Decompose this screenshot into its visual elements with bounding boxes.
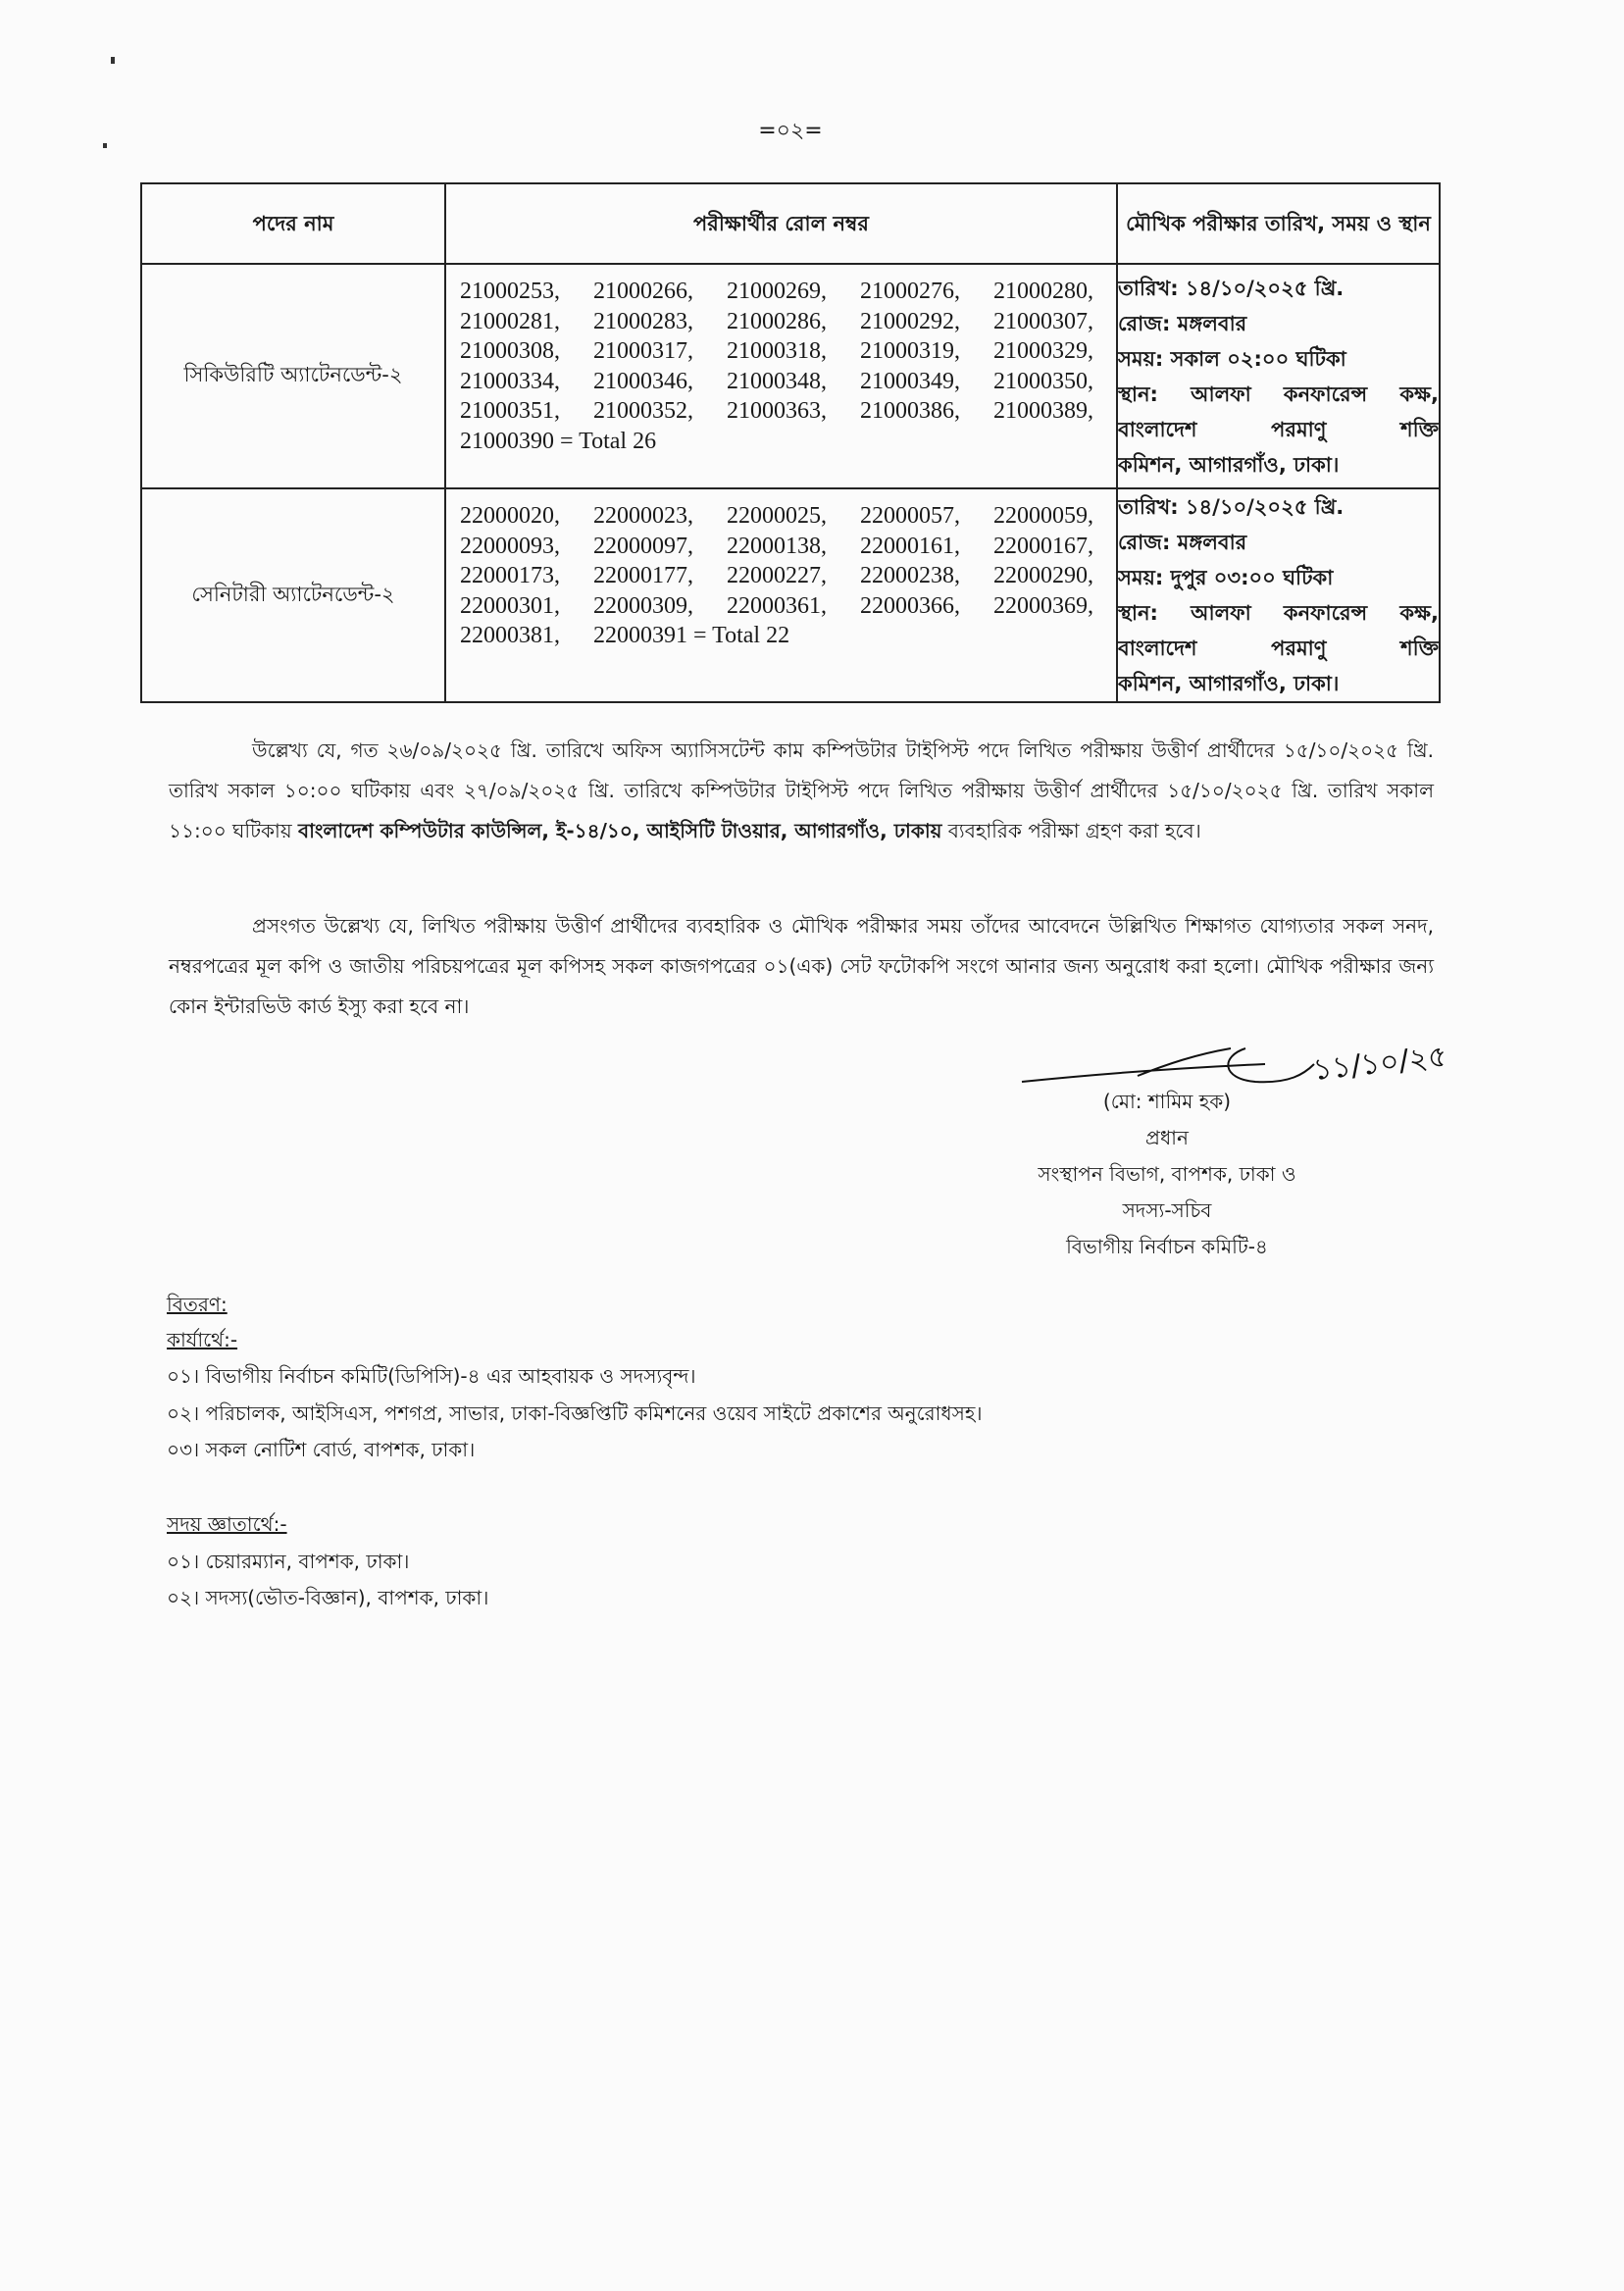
roll-number: 22000173,: [460, 563, 560, 588]
schedule-venue: বাংলাদেশ পরমাণু শক্তি: [1118, 636, 1439, 660]
roll-number: 22000025,: [727, 503, 827, 529]
roll-number: 21000292,: [860, 308, 960, 334]
roll-number: 22000381,: [460, 623, 560, 648]
roll-grid: [460, 501, 1106, 651]
schedule-venue: স্থান: আলফা কনফারেন্স কক্ষ,: [1118, 382, 1439, 406]
roll-number: 22000023,: [593, 503, 693, 529]
header-roll-numbers: পরীক্ষার্থীর রোল নম্বর: [445, 183, 1117, 264]
roll-number: 21000363,: [727, 398, 827, 424]
roll-number: 21000266,: [593, 279, 693, 304]
distribution-action-item: ০২। পরিচালক, আইসিএস, পশগপ্র, সাভার, ঢাকা-বিজ্ঞপ্তিটি কমিশনের ওয়েব সাইটে প্রকাশের অনুরোধসহ।: [167, 1401, 983, 1425]
roll-number: 21000281,: [460, 308, 560, 334]
roll-number: 21000318,: [727, 338, 827, 364]
distribution-info-heading: সদয় জ্ঞাতার্থে:-: [167, 1512, 287, 1536]
table-header-row: [141, 183, 1440, 264]
signatory-title: প্রধান: [1145, 1126, 1189, 1149]
roll-number: 22000301,: [460, 592, 560, 619]
distribution-action-item: ০৩। সকল নোটিশ বোর্ড, বাপশক, ঢাকা।: [167, 1438, 476, 1461]
roll-number: 21000319,: [860, 338, 960, 364]
roll-number: 21000348,: [727, 368, 827, 394]
roll-number: 22000177,: [593, 563, 693, 588]
schedule-time: সময়: সকাল ০২:০০ ঘটিকা: [1118, 346, 1346, 371]
roll-number: 21000386,: [860, 398, 960, 424]
signatory-block: [1010, 1084, 1324, 1265]
signatory-role: সদস্য-সচিব: [1122, 1198, 1212, 1222]
roll-number: 21000253,: [460, 279, 560, 304]
roll-number: 22000238,: [860, 563, 960, 588]
roll-number: 22000138,: [727, 533, 827, 559]
schedule-time: সময়: দুপুর ০৩:০০ ঘটিকা: [1118, 566, 1334, 589]
scan-speck: [111, 57, 115, 64]
roll-number: 22000020,: [460, 503, 560, 529]
roll-grid: [460, 277, 1106, 456]
roll-number: 21000317,: [593, 338, 693, 364]
roll-number: 21000350,: [993, 368, 1093, 394]
schedule-cell: [1117, 264, 1440, 488]
documents-notice: প্রসংগত উল্লেখ্য যে, লিখিত পরীক্ষায় উত্তীর্ণ প্রার্থীদের ব্যবহারিক ও মৌখিক পরীক্ষার সময় তাঁদের আবেদনে উল্লিখিত শিক্ষাগত যোগ্যতার সকল সনদ, নম্বরপত্রের মূল কপি ও জাতীয় পরিচয়পত্রের মূল কপিসহ সকল কাজগপত্রের ০১(এক) সেট ফটোকপি সংগে আনার জন্য অনুরোধ করা হলো। মৌখিক পরীক্ষার জন্য কোন ইন্টারভিউ কার্ড ইস্যু করা হবে না।: [169, 914, 1434, 1018]
schedule-date: তারিখ: ১৪/১০/২০২৫ খ্রি.: [1118, 276, 1345, 300]
roll-number: 21000349,: [860, 368, 960, 394]
signatory-department: সংস্থাপন বিভাগ, বাপশক, ঢাকা ও: [1038, 1162, 1296, 1186]
roll-number: 21000276,: [860, 279, 960, 304]
distribution-info-item: ০১। চেয়ারম্যান, বাপশক, ঢাকা।: [167, 1550, 410, 1573]
roll-number: 22000369,: [993, 592, 1093, 619]
roll-number: 22000167,: [993, 533, 1093, 559]
roll-numbers-cell: [445, 488, 1117, 702]
roll-number: 21000307,: [993, 308, 1093, 334]
distribution-info-item: ০২। সদস্য(ভৌত-বিজ্ঞান), বাপশক, ঢাকা।: [167, 1586, 489, 1609]
signature-date: ১১/১০/২৫: [1311, 1039, 1449, 1088]
schedule-cell: [1117, 488, 1440, 702]
roll-number: 22000161,: [860, 533, 960, 559]
distribution-title: বিতরণ:: [167, 1293, 228, 1316]
distribution-action-item: ০১। বিভাগীয় নির্বাচন কমিটি(ডিপিসি)-৪ এর আহবায়ক ও সদস্যবৃন্দ।: [167, 1364, 696, 1388]
header-schedule: মৌখিক পরীক্ষার তারিখ, সময় ও স্থান: [1117, 183, 1440, 264]
schedule-venue: কমিশন, আগারগাঁও, ঢাকা।: [1118, 452, 1340, 477]
schedule-day: রোজ: মঙ্গলবার: [1118, 531, 1247, 554]
roll-number: 22000309,: [593, 592, 693, 619]
signatory-committee: বিভাগীয় নির্বাচন কমিটি-৪: [1066, 1235, 1268, 1258]
schedule-venue: স্থান: আলফা কনফারেন্স কক্ষ,: [1118, 601, 1439, 625]
roll-number: 22000290,: [993, 563, 1093, 588]
roll-number: 22000093,: [460, 533, 560, 559]
roll-number: 21000269,: [727, 279, 827, 304]
schedule-venue: কমিশন, আগারগাঁও, ঢাকা।: [1118, 672, 1340, 695]
roll-number: 21000346,: [593, 368, 693, 394]
practical-exam-notice: [169, 731, 1434, 851]
roll-number: 21000308,: [460, 338, 560, 364]
schedule-day: রোজ: মঙ্গলবার: [1118, 311, 1247, 335]
roll-number: 22000227,: [727, 563, 827, 588]
schedule-venue: বাংলাদেশ পরমাণু শক্তি: [1118, 417, 1439, 441]
roll-number: 21000286,: [727, 308, 827, 334]
schedule-date: তারিখ: ১৪/১০/২০২৫ খ্রি.: [1118, 495, 1345, 519]
distribution-action-heading: কার্যার্থে:-: [167, 1328, 238, 1351]
notice-text: উল্লেখ্য যে, গত ২৬/০৯/২০২৫ খ্রি. তারিখে অফিস অ্যাসিসটেন্ট কাম কম্পিউটার টাইপিস্ট পদে লিখিত পরীক্ষায় উত্তীর্ণ প্রার্থীদের ১৫/১০/২০২৫ খ্রি. তারিখ সকাল ১০:০০ ঘটিকায় এবং ২৭/০৯/২০২৫ খ্রি. তারিখে কম্পিউটার টাইপিস্ট পদে লিখিত পরীক্ষায় উত্তীর্ণ প্রার্থীদের ১৫/১০/২০২৫ খ্রি. তারিখ সকাল ১১:০০ ঘটিকায়: [169, 738, 1434, 842]
roll-numbers-cell: [445, 264, 1117, 488]
roll-number: 22000361,: [727, 592, 827, 619]
roll-number: 22000059,: [993, 503, 1093, 529]
roll-number: 21000389,: [993, 398, 1093, 424]
page-number: =০২=: [758, 119, 823, 143]
notice-text-end: ব্যবহারিক পরীক্ষা গ্রহণ করা হবে।: [941, 819, 1201, 842]
post-name: সিকিউরিটি অ্যাটেনডেন্ট-২: [141, 264, 445, 488]
table-row: [141, 264, 1440, 488]
roll-total: 22000391 = Total 22: [593, 623, 790, 648]
roll-number: 22000057,: [860, 503, 960, 529]
roll-number: 22000366,: [860, 592, 960, 619]
header-post-name: পদের নাম: [141, 183, 445, 264]
roll-number: 21000334,: [460, 368, 560, 394]
notice-venue: বাংলাদেশ কম্পিউটার কাউন্সিল, ই-১৪/১০, আইসিটি টাওয়ার, আগারগাঁও, ঢাকায়: [297, 819, 942, 842]
roll-number: 21000351,: [460, 398, 560, 424]
roll-number: 21000283,: [593, 308, 693, 334]
roll-number: 21000352,: [593, 398, 693, 424]
roll-number: 21000280,: [993, 279, 1093, 304]
post-name: সেনিটারী অ্যাটেনডেন্ট-২: [141, 488, 445, 702]
roll-number: 21000329,: [993, 338, 1093, 364]
table-row: [141, 488, 1440, 702]
roll-total: 21000390 = Total 26: [460, 428, 657, 454]
exam-schedule-table: [140, 182, 1441, 703]
signatory-name: (মো: শামিম হক): [1102, 1090, 1232, 1113]
roll-number: 22000097,: [593, 533, 693, 559]
